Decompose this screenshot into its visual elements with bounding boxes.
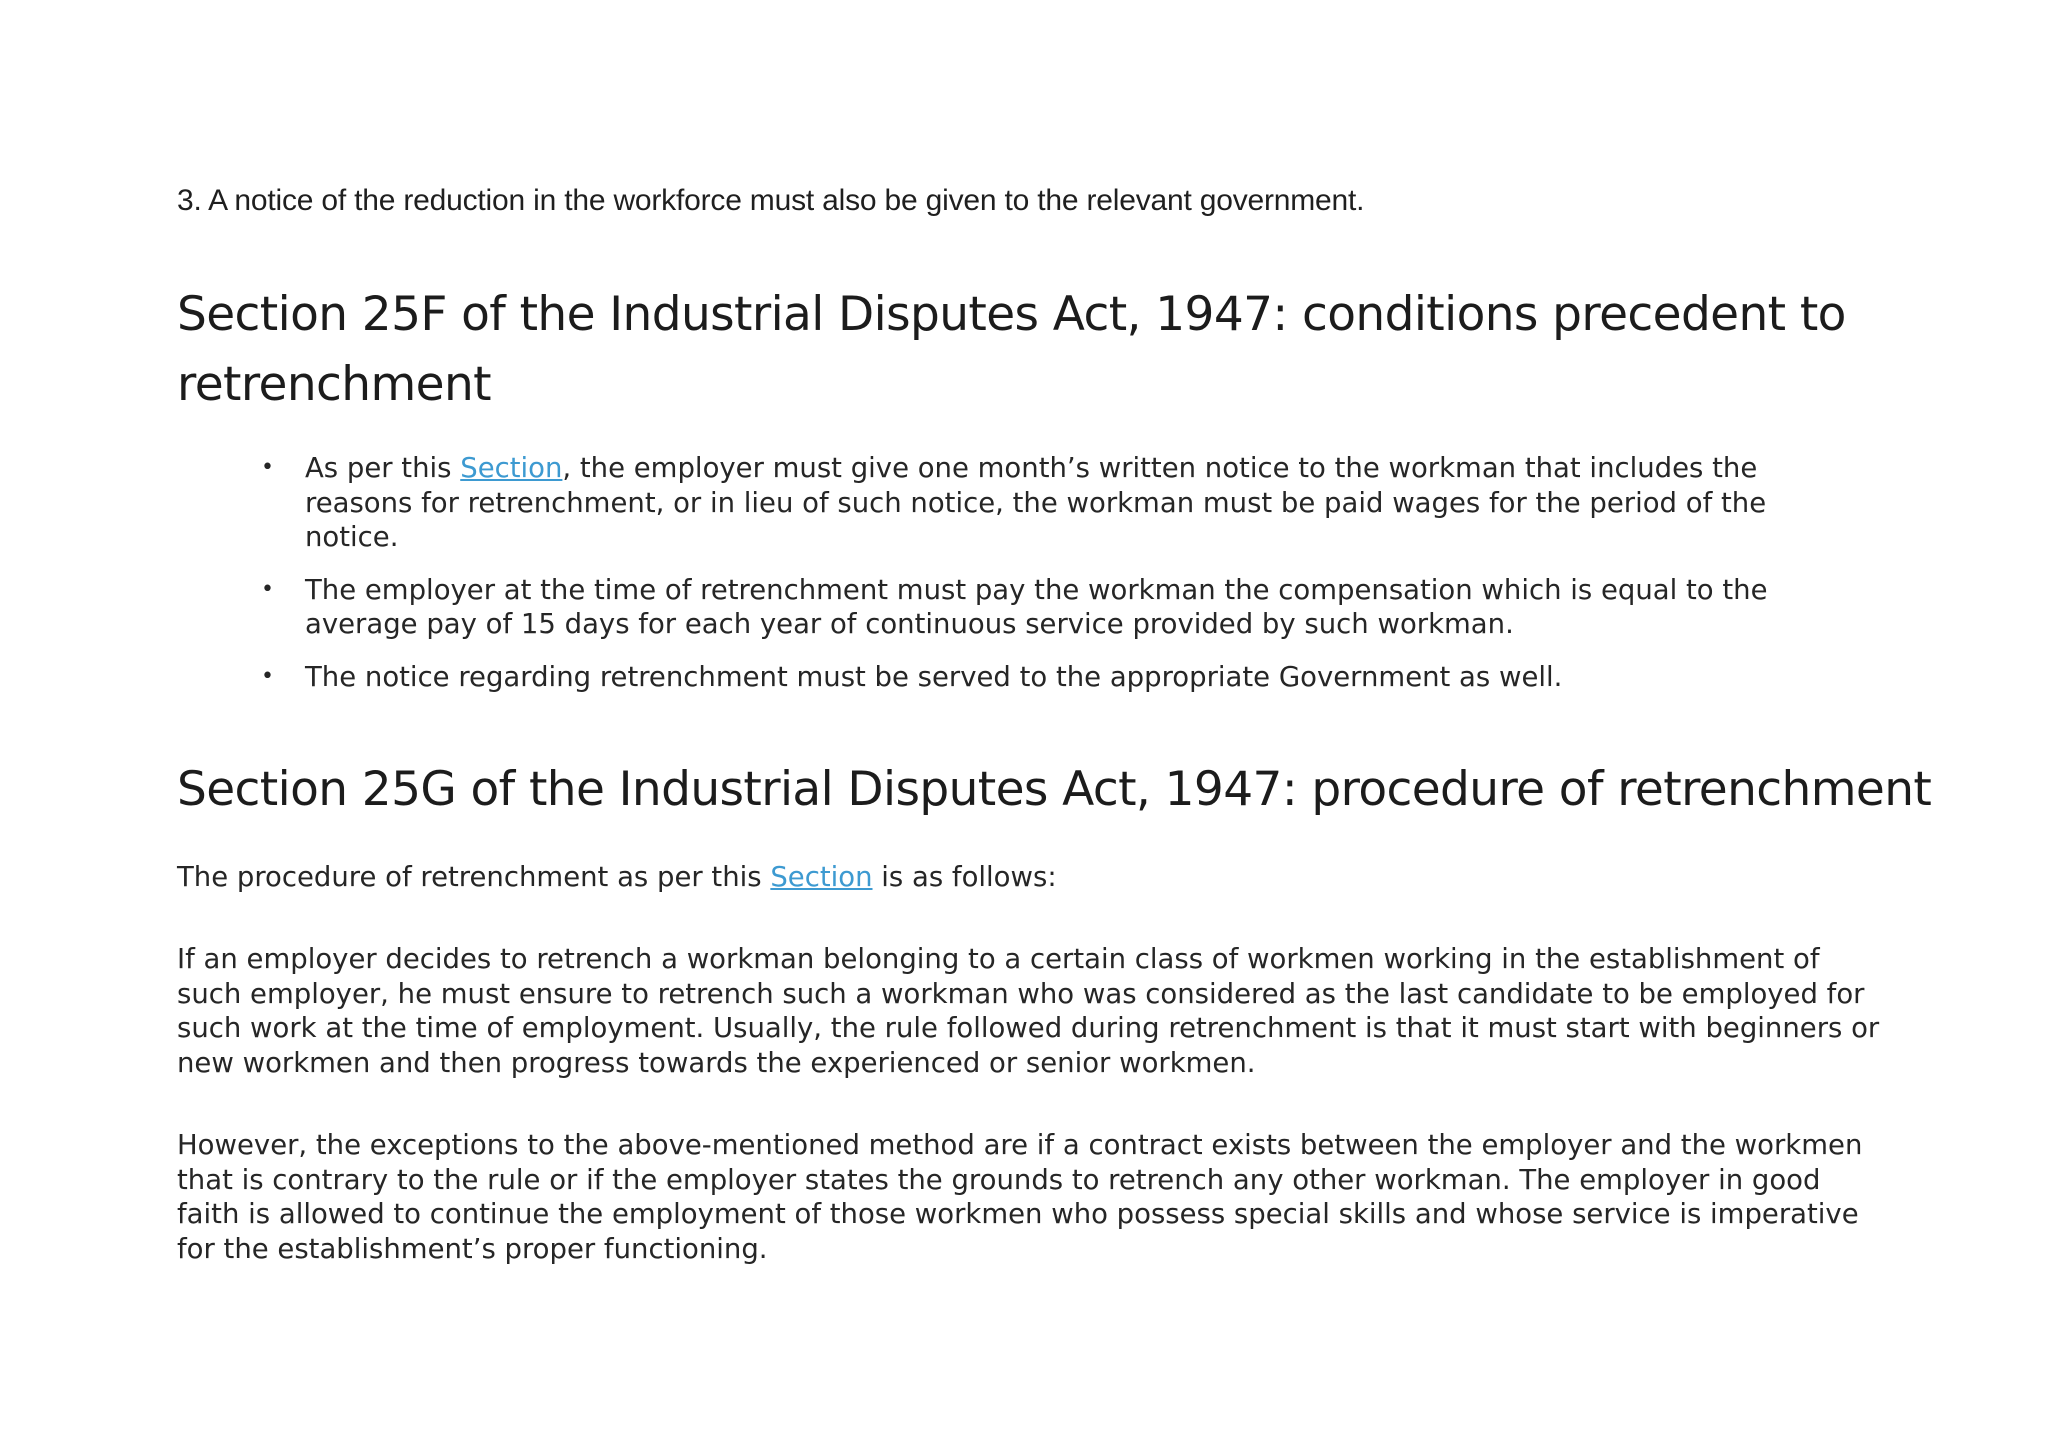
section-25f-heading: Section 25F of the Industrial Disputes Act, 1947: conditions precedent to retrenchment (177, 287, 1846, 412)
section-link[interactable]: Section (770, 861, 873, 893)
workforce-notice-line: 3. A notice of the reduction in the workforce must also be given to the relevant government. (177, 184, 1365, 217)
procedure-text-lead: The procedure of retrenchment as per this (177, 861, 771, 893)
list-item (259, 451, 1839, 555)
section-25f-conditions-list (259, 451, 1839, 712)
procedure-text-rest: is as follows: (872, 861, 1057, 893)
procedure-intro-paragraph (177, 860, 1887, 895)
bullet-icon: • (261, 663, 274, 689)
bullet-icon: • (261, 576, 274, 602)
list-item (259, 573, 1839, 642)
bullet-text-lead: As per this (305, 452, 461, 484)
bullet-icon: • (261, 455, 274, 480)
section-link[interactable]: Section (460, 452, 563, 484)
bullet-text-rest: , the employer must give one month’s written notice to the workman that includes the reasons for retrenchment, or in lieu of such notice, the workman must be paid wages for the period of the notice. (305, 452, 1767, 553)
bullet-text: The employer at the time of retrenchment must pay the workman the compensation which is equal to the average pay of 15 days for each year of continuous service provided by such workman. (305, 573, 1768, 640)
list-item (259, 660, 1839, 695)
section-25g-heading: Section 25G of the Industrial Disputes Act, 1947: procedure of retrenchment (177, 762, 1932, 817)
bullet-text: The notice regarding retrenchment must be served to the appropriate Government as well. (305, 660, 1563, 693)
exceptions-paragraph: However, the exceptions to the above-mentioned method are if a contract exists between the employer and the workmen that is contrary to the rule or if the employer states the grounds to retrench any other workman. The employer in good faith is allowed to continue the employment of those workmen who possess special skills and whose service is imperative for the establishment’s proper functioning. (177, 1129, 1863, 1265)
last-employed-rule-paragraph: If an employer decides to retrench a workman belonging to a certain class of workmen working in the establishment of such employer, he must ensure to retrench such a workman who was considered as the last candidate to be employed for such work at the time of employment. Usually, the rule followed during retrenchment is that it must start with beginners or new workmen and then progress towards the experienced or senior workmen. (177, 943, 1880, 1079)
